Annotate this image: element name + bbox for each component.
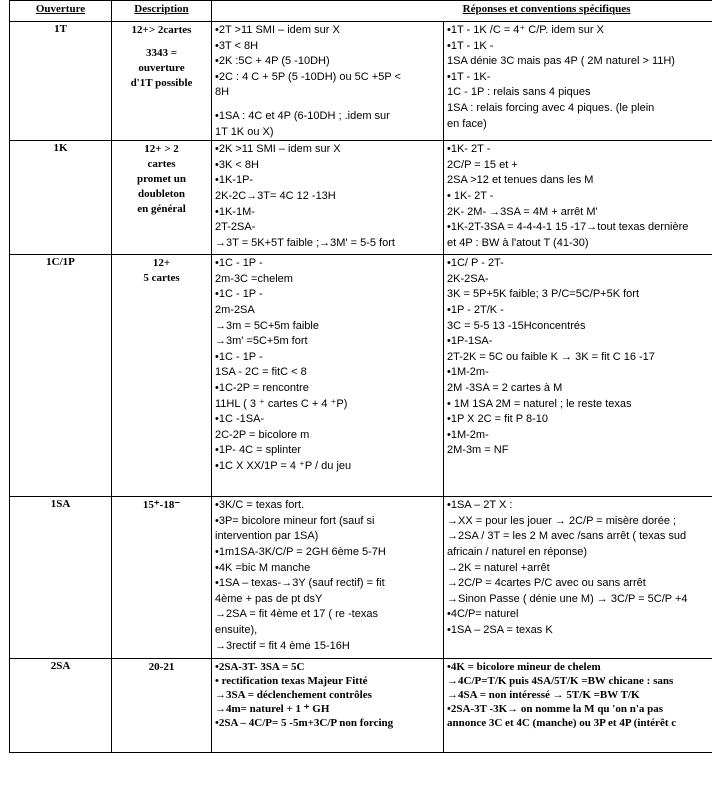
text-line: en face) — [447, 117, 487, 130]
text-line: • 1K- 2T - — [447, 189, 494, 202]
text-line: •1K-1M- — [215, 205, 255, 218]
text-line: 8H — [215, 86, 230, 99]
text-line: →2K = naturel +arrêt — [447, 561, 550, 574]
convention-cell — [444, 497, 712, 659]
text-line: →3m = 5C+5m faible — [215, 319, 319, 332]
opening-cell: 1T — [10, 22, 112, 141]
text-line: •2SA-3T- 3SA = 5C — [215, 661, 305, 674]
text-line: •1T - 1K- — [447, 70, 491, 83]
response-cell — [212, 497, 444, 659]
response-cell — [212, 659, 444, 753]
text-line: 2C-2P = bicolore m — [215, 428, 310, 441]
header-reponses: Réponses et conventions spécifiques — [212, 1, 712, 22]
text-line: 20-21 — [148, 661, 175, 674]
text-line: •1K- 2T - — [447, 143, 491, 156]
text-line: →3T = 5K+5T faible ;→3M' = 5-5 fort — [215, 236, 395, 249]
text-line: •4K =bic M manche — [215, 561, 311, 574]
convention-cell — [444, 22, 712, 141]
text-line: cartes — [147, 158, 176, 171]
response-cell — [212, 22, 444, 141]
text-line: →4m= naturel + 1 ⁺ GH — [215, 703, 330, 716]
header-description: Description — [112, 1, 212, 22]
text-line: →4SA = non intéressé → 5T/K =BW T/K — [447, 689, 640, 702]
table-row — [10, 22, 712, 141]
text-line: •2K :5C + 4P (5 -10DH) — [215, 55, 330, 68]
text-line: • 1M 1SA 2M = naturel ; le reste texas — [447, 397, 632, 410]
text-line: →XX = pour les jouer → 2C/P = misère dorée ; — [447, 514, 677, 527]
conventions-table — [9, 0, 712, 753]
description-cell — [112, 141, 212, 255]
text-line: 2M-3m = NF — [447, 444, 509, 457]
text-line: →3SA = déclenchement contrôles — [215, 689, 372, 702]
text-line: •2SA-3T -3K→ on nomme la M qu 'on n'a pas — [447, 703, 664, 716]
text-line: 1SA : relais forcing avec 4 piques. (le plein — [447, 101, 655, 114]
text-line: •1C/ P - 2T- — [447, 257, 504, 270]
text-line: •3T < 8H — [215, 39, 259, 52]
opening-cell: 1SA — [10, 497, 112, 659]
table-row — [10, 255, 712, 497]
text-line: •1K-2T-3SA = 4-4-4-1 15 -17→tout texas dernière — [447, 221, 689, 234]
convention-cell — [444, 255, 712, 497]
text-line: →3m' =5C+5m fort — [215, 335, 308, 348]
header-ouverture: Ouverture — [10, 1, 112, 22]
text-line: •1T - 1K - — [447, 39, 494, 52]
description-cell — [112, 22, 212, 141]
text-line: •2K >11 SMI – idem sur X — [215, 143, 341, 156]
text-line: • rectification texas Majeur Fitté — [215, 675, 368, 688]
text-line: en général — [137, 203, 186, 216]
text-line: •1T - 1K /C = 4⁺ C/P. idem sur X — [447, 24, 604, 36]
text-line: →4C/P=T/K puis 4SA/5T/K =BW chicane : sans — [447, 675, 674, 688]
text-line: •1m1SA-3K/C/P = 2GH 6ème 5-7H — [215, 545, 386, 558]
text-line: •1P - 2T/K - — [447, 303, 504, 316]
text-line: →2SA / 3T = les 2 M avec /sans arrêt ( texas sud — [447, 530, 687, 543]
text-line: •1P- 4C = splinter — [215, 444, 302, 457]
text-line: •1C - 1P - — [215, 350, 263, 363]
text-line: →2C/P = 4cartes P/C avec ou sans arrêt — [447, 577, 646, 590]
text-line: •3K < 8H — [215, 158, 259, 171]
text-line: →3rectif = fit 4 ème 15-16H — [215, 639, 350, 652]
text-line: 2m-3C =chelem — [215, 272, 293, 285]
text-line: •2T >11 SMI – idem sur X — [215, 24, 340, 36]
text-line: •1C -1SA- — [215, 413, 265, 426]
description-cell — [112, 659, 212, 753]
text-line: •2C : 4 C + 5P (5 -10DH) ou 5C +5P < — [215, 70, 401, 83]
text-line: 1SA - 2C = fitC < 8 — [215, 366, 307, 379]
text-line: 2M -3SA = 2 cartes à M — [447, 381, 563, 394]
text-line: •1SA : 4C et 4P (6-10DH ; .idem sur — [215, 109, 390, 122]
text-line: 2T-2SA- — [215, 221, 256, 234]
table-row — [10, 659, 712, 753]
text-line: •1C - 1P - — [215, 257, 263, 270]
text-line: ensuite), — [215, 623, 258, 636]
text-line: •1M-2m- — [447, 366, 489, 379]
text-line: 15⁺-18⁻ — [142, 499, 181, 512]
line-gap — [115, 38, 208, 46]
text-line: →2SA = fit 4ème et 17 ( re -texas — [215, 608, 378, 621]
text-line: 1C - 1P : relais sans 4 piques — [447, 86, 591, 99]
text-line: 11HL ( 3 ⁺ cartes C + 4 ⁺P) — [215, 397, 348, 410]
table-row — [10, 141, 712, 255]
text-line: 3343 = — [145, 47, 178, 59]
text-line: •1C-2P = rencontre — [215, 381, 309, 394]
text-line: 1T 1K ou X) — [215, 125, 274, 138]
table-row — [10, 497, 712, 659]
text-line: ouverture — [138, 62, 185, 74]
text-line: d'1T possible — [130, 77, 193, 89]
description-cell — [112, 497, 212, 659]
opening-cell: 1K — [10, 141, 112, 255]
text-line: •1M-2m- — [447, 428, 489, 441]
text-line: •2SA – 4C/P= 5 -5m+3C/P non forcing — [215, 717, 394, 730]
text-line: •4K = bicolore mineur de chelem — [447, 661, 601, 674]
text-line: 2K-2SA- — [447, 272, 489, 285]
text-line: 5 cartes — [143, 272, 180, 285]
table-header-row — [10, 1, 712, 22]
text-line: 2m-2SA — [215, 303, 255, 316]
line-gap — [215, 101, 440, 109]
text-line: intervention par 1SA) — [215, 530, 319, 543]
text-line: et 4P : BW à l'atout T (41-30) — [447, 236, 589, 249]
description-cell — [112, 255, 212, 497]
text-line: 2K- 2M- →3SA = 4M + arrêt M' — [447, 205, 598, 218]
text-line: 1SA dénie 3C mais pas 4P ( 2M naturel > 11H) — [447, 55, 675, 68]
text-line: 12+ > 2 — [144, 143, 179, 156]
text-line: •3P= bicolore mineur fort (sauf si — [215, 514, 375, 527]
text-line: 12+ — [152, 257, 171, 270]
convention-cell — [444, 659, 712, 753]
text-line: 2T-2K = 5C ou faible K → 3K = fit C 16 -17 — [447, 350, 655, 363]
text-line: africain / naturel en réponse) — [447, 545, 588, 558]
text-line: 2SA >12 et tenues dans les M — [447, 174, 594, 187]
convention-cell — [444, 141, 712, 255]
response-cell — [212, 255, 444, 497]
text-line: •1C X XX/1P = 4 ⁺P / du jeu — [215, 459, 352, 472]
text-line: annonce 3C et 4C (manche) ou 3P et 4P (intérêt c — [447, 717, 677, 730]
text-line: •1SA – 2T X : — [447, 499, 513, 512]
text-line: 2C/P = 15 et + — [447, 158, 518, 171]
text-line: 3K = 5P+5K faible; 3 P/C=5C/P+5K fort — [447, 288, 640, 301]
text-line: •1SA – texas-→3Y (sauf rectif) = fit — [215, 577, 385, 590]
text-line: 4ème + pas de pt dsY — [215, 592, 323, 605]
text-line: doubleton — [137, 188, 186, 201]
text-line: promet un — [137, 173, 186, 186]
text-line: •1P-1SA- — [447, 335, 493, 348]
text-line: →Sinon Passe ( dénie une M) → 3C/P = 5C/P +4 — [447, 592, 688, 605]
text-line: 2K-2C→3T= 4C 12 -13H — [215, 189, 336, 202]
opening-cell: 1C/1P — [10, 255, 112, 497]
text-line: •1C - 1P - — [215, 288, 263, 301]
text-line: 12+> 2cartes — [131, 24, 192, 36]
text-line: •1K-1P- — [215, 174, 254, 187]
opening-cell: 2SA — [10, 659, 112, 753]
text-line: 3C = 5-5 13 -15Hconcentrés — [447, 319, 586, 332]
text-line: •1SA – 2SA = texas K — [447, 623, 553, 636]
text-line: •1P X 2C = fit P 8-10 — [447, 413, 548, 426]
text-line: •4C/P= naturel — [447, 608, 519, 621]
text-line: •3K/C = texas fort. — [215, 499, 305, 512]
response-cell — [212, 141, 444, 255]
